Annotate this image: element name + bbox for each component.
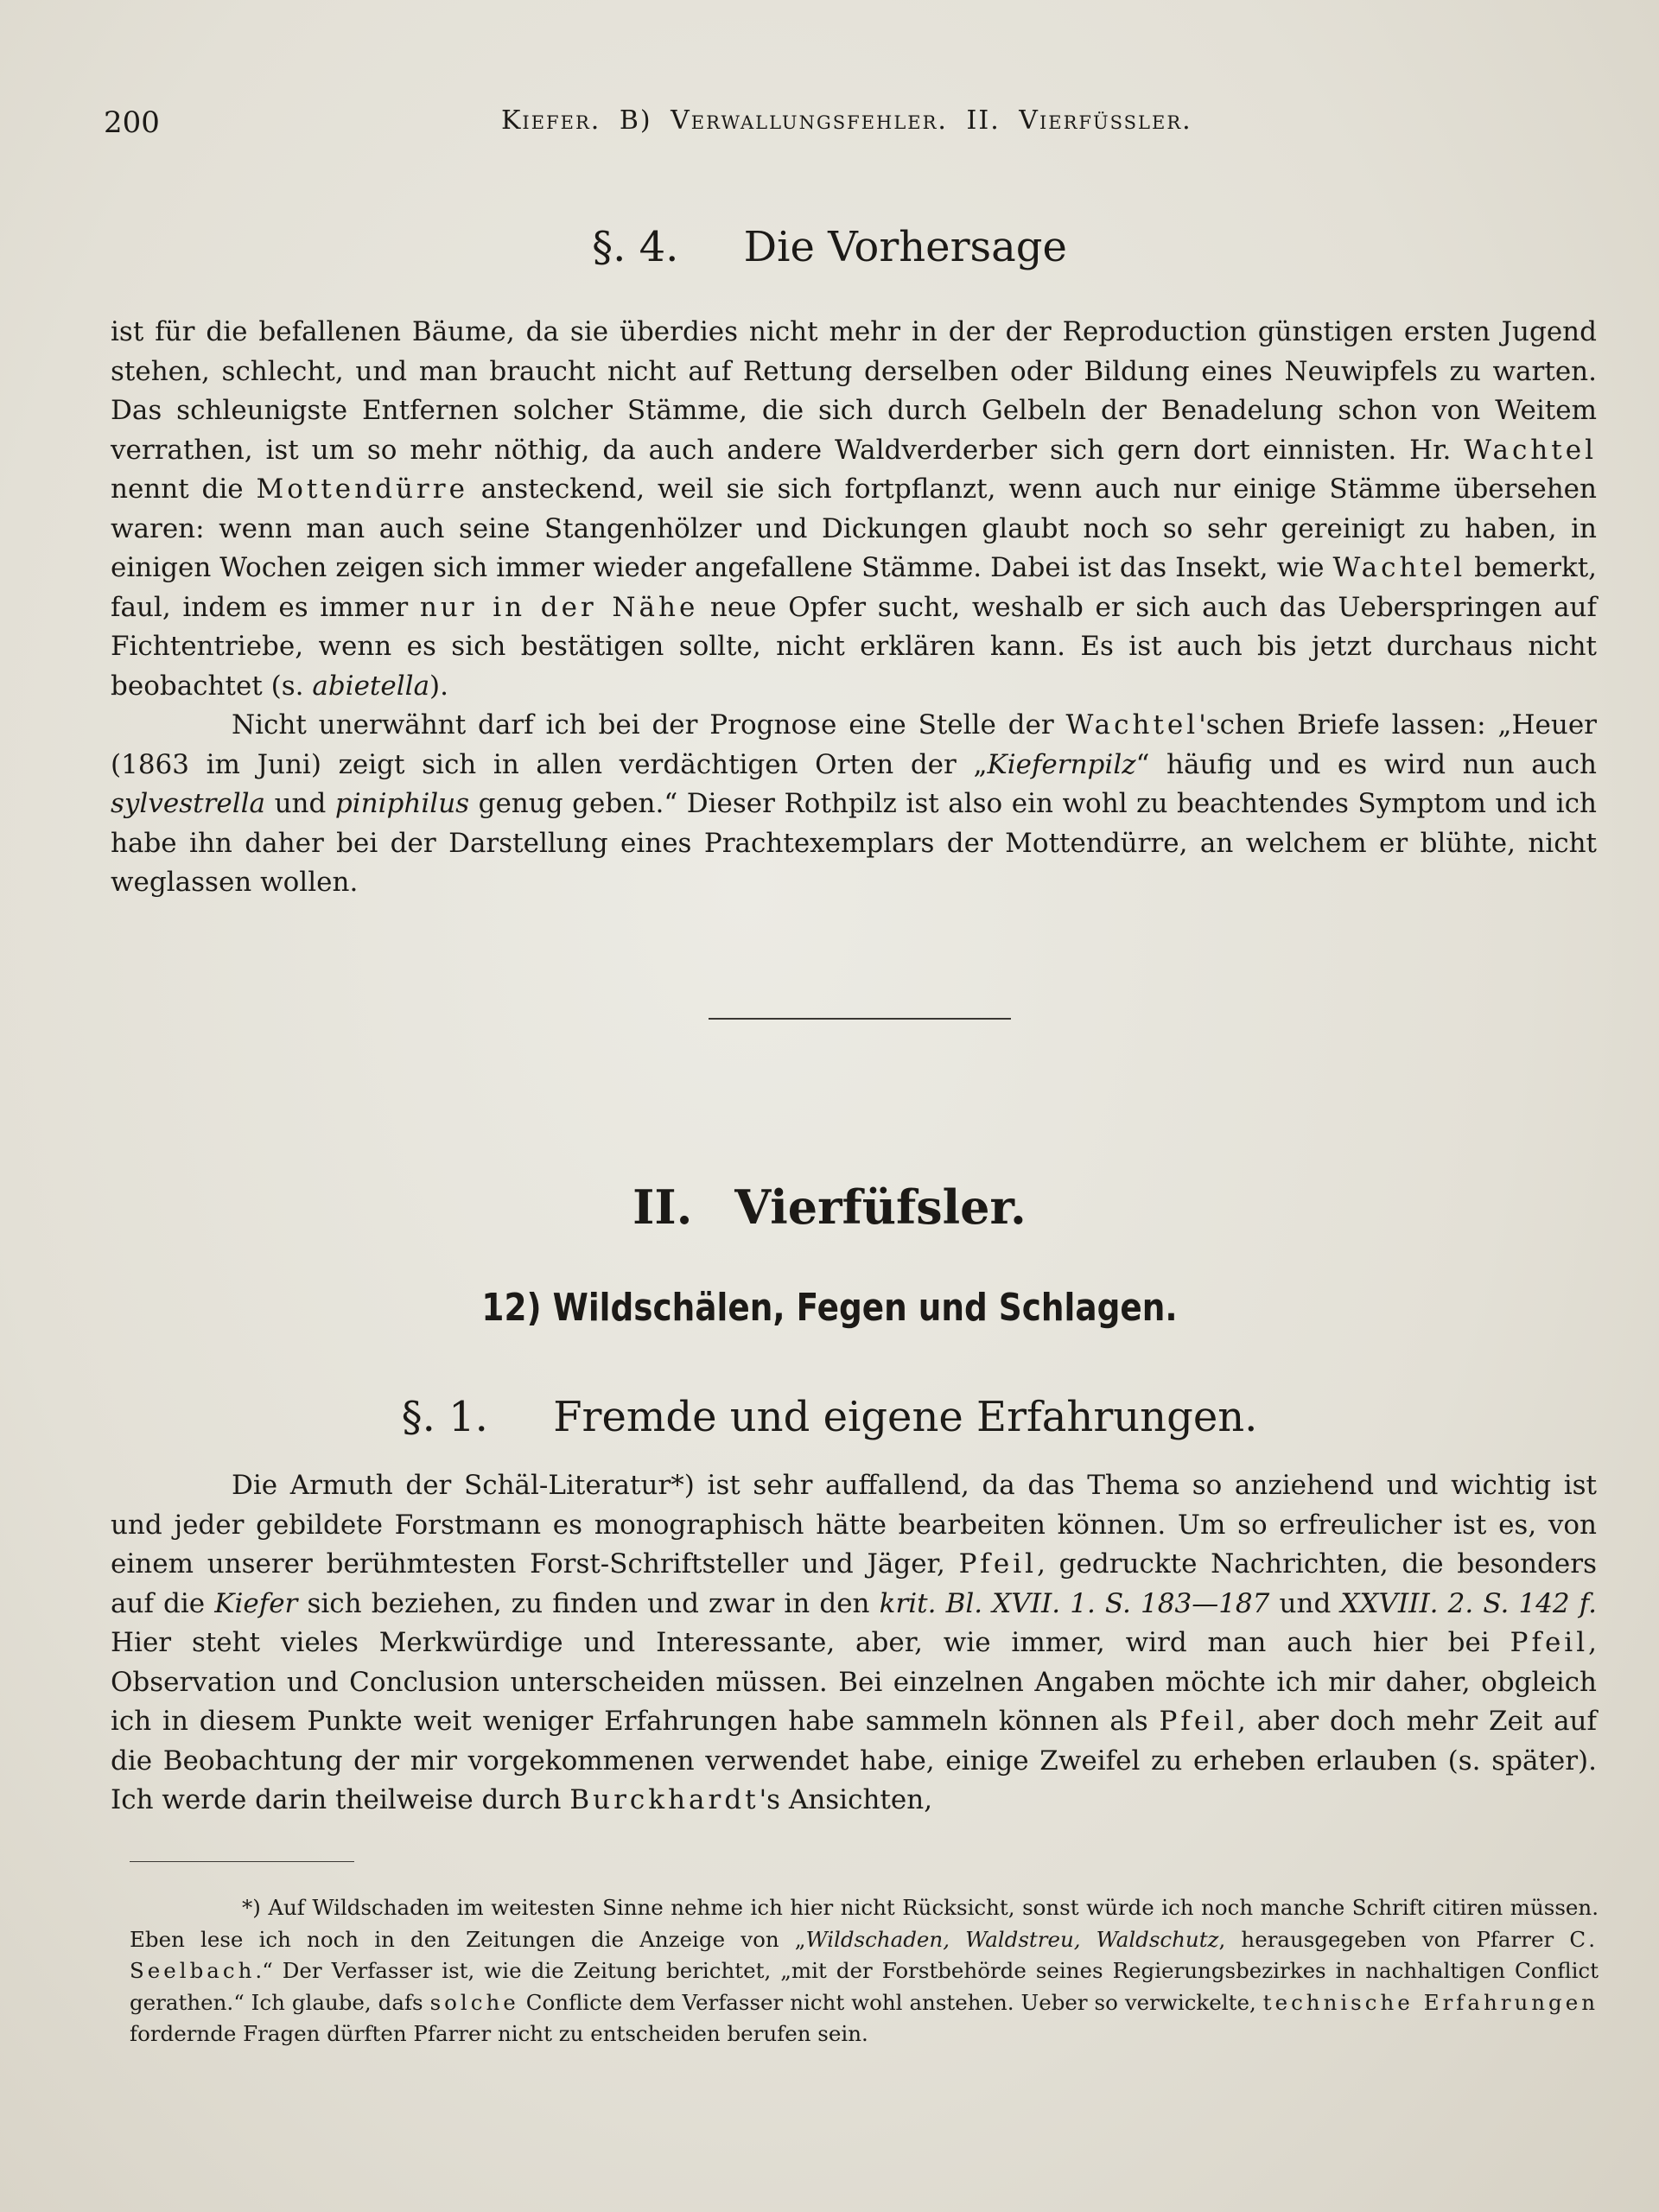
section-number: §. 1. [401,1393,488,1441]
chapter-heading: 12) Wildschälen, Fegen und Schlagen. [481,1286,1178,1330]
author-name: Pfeil [1510,1627,1589,1658]
author-name: Wachtel [1332,552,1466,583]
species-name: abietella [312,670,430,702]
page-number: 200 [104,105,160,140]
section-4-heading [0,223,1659,271]
section-4-body [111,313,1597,903]
part-heading [0,1179,1659,1235]
book-title: Wildschaden, Waldstreu, Waldschutz [805,1926,1219,1952]
species-name: piniphilus [334,788,470,819]
author-name: C. Seelbach [130,1926,1599,1983]
section-1-heading [0,1393,1659,1441]
emphasis: nur in der Nähe [419,591,699,623]
section-title: Fremde und eigene Erfahrungen. [553,1393,1258,1441]
citation: krit. Bl. XVII. 1. S. 183—187 [879,1587,1270,1619]
emphasis: technische Erfahrungen [1262,1989,1599,2015]
author-name: Wachtel [1464,434,1597,466]
paragraph: ist für die befallenen Bäume, da sie überdies nicht mehr in der der Reproduction günstigen ersten Jugend stehen, schlecht, und man braucht nicht auf Rettung derselben oder Bildung eines Neuwipfels zu warten. Das schleunigste Entfernen solcher Stämme, die sich durch Gelbeln der Benadelung schon von Weitem verrathen, ist um so mehr nöthig, da auch andere Waldverderber sich gern dort einnisten. Hr. Wachtel nennt die Mottendürre ansteckend, weil sie sich fortpflanzt, wenn auch nur einige Stämme übersehen waren: wenn man auch seine Stangenhölzer und Dickungen glaubt noch so sehr gereinigt zu haben, in einigen Wochen zeigen sich immer wieder angefallene Stämme. Dabei ist das Insekt, wie Wachtel bemerkt, faul, indem es immer nur in der Nähe neue Opfer sucht, weshalb er sich auch das Ueberspringen auf Fichtentriebe, wenn es sich bestätigen sollte, nicht erklären kann. Es ist auch bis jetzt durchaus nicht beobachtet (s. abietella). [111,316,1597,702]
footnote-text: *) Auf Wildschaden im weitesten Sinne nehme ich hier nicht Rücksicht, sonst würde ich noch manche Schrift citiren müssen. Eben lese ich noch in den Zeitungen die Anzeige von „Wildschaden, Waldstreu, Waldschutz, herausgegeben von Pfarrer C. Seelbach.“ Der Verfasser ist, wie die Zeitung berichtet, „mit der Forstbehörde seines Regierungsbezirkes in nachhaltigen Conflict gerathen.“ Ich glaube, dafs solche Conflicte dem Verfasser nicht wohl anstehen. Ueber so verwickelte, technische Erfahrungen fordernde Fragen dürften Pfarrer nicht zu entscheiden berufen sein. [130,1895,1599,2046]
section-divider [709,1018,1011,1020]
emphasis: solche [429,1989,519,2015]
paragraph: Nicht unerwähnt darf ich bei der Prognose eine Stelle der Wachtel'schen Briefe lassen: „Heuer (1863 im Juni) zeigt sich in allen verdächtigen Orten der „Kiefernpilz“ häufig und es wird nun auch sylvestrella und piniphilus genug geben.“ Dieser Rothpilz ist also ein wohl zu beachtendes Symptom und ich habe ihn daher bei der Darstellung eines Prachtexemplars der Mottendürre, an welchem er blühte, nicht weglassen wollen. [111,709,1598,898]
species-name: Kiefernpilz [987,748,1136,780]
paragraph: Die Armuth der Schäl-Literatur*) ist sehr auffallend, da das Thema so anziehend und wichtig ist und jeder gebildete Forstmann es monographisch hätte bearbeiten können. Um so erfreulicher ist es, von einem unserer berühmtesten Forst-Schriftsteller und Jäger, Pfeil, gedruckte Nachrichten, die besonders auf die Kiefer sich beziehen, zu finden und zwar in den krit. Bl. XVII. 1. S. 183—187 und XXVIII. 2. S. 142 f. Hier steht vieles Merkwürdige und Interessante, aber, wie immer, wird man auch hier bei Pfeil, Observation und Conclusion unterscheiden müssen. Bei einzelnen Angaben möchte ich mir daher, obgleich ich in diesem Punkte weit weniger Erfahrungen habe sammeln können als Pfeil, aber doch mehr Zeit auf die Beobachtung der mir vorgekommenen verwendet habe, einige Zweifel zu erheben erlauben (s. später). Ich werde darin theilweise durch Burckhardt's Ansichten, [111,1470,1598,1815]
part-number: II. [632,1179,693,1235]
section-title: Die Vorhersage [743,223,1067,271]
section-number: §. 4. [592,223,679,271]
running-header [104,102,1547,145]
part-title: Vierfüfsler. [734,1179,1027,1235]
running-title: Kiefer. B) Verwallungsfehler. II. Vierfüssler. [501,105,1192,136]
footnote-divider [130,1861,354,1862]
author-name: Pfeil [958,1548,1038,1580]
author-name: Wachtel [1065,709,1199,741]
citation: XXVIII. 2. S. 142 f. [1340,1587,1598,1619]
author-name: Pfeil [1159,1706,1238,1737]
term: Mottendürre [256,474,468,505]
species-name: sylvestrella [111,788,266,819]
footnote [130,1892,1599,2050]
author-name: Burckhardt [569,1784,760,1815]
section-1-body [111,1466,1597,1821]
species-name: Kiefer [214,1587,298,1619]
